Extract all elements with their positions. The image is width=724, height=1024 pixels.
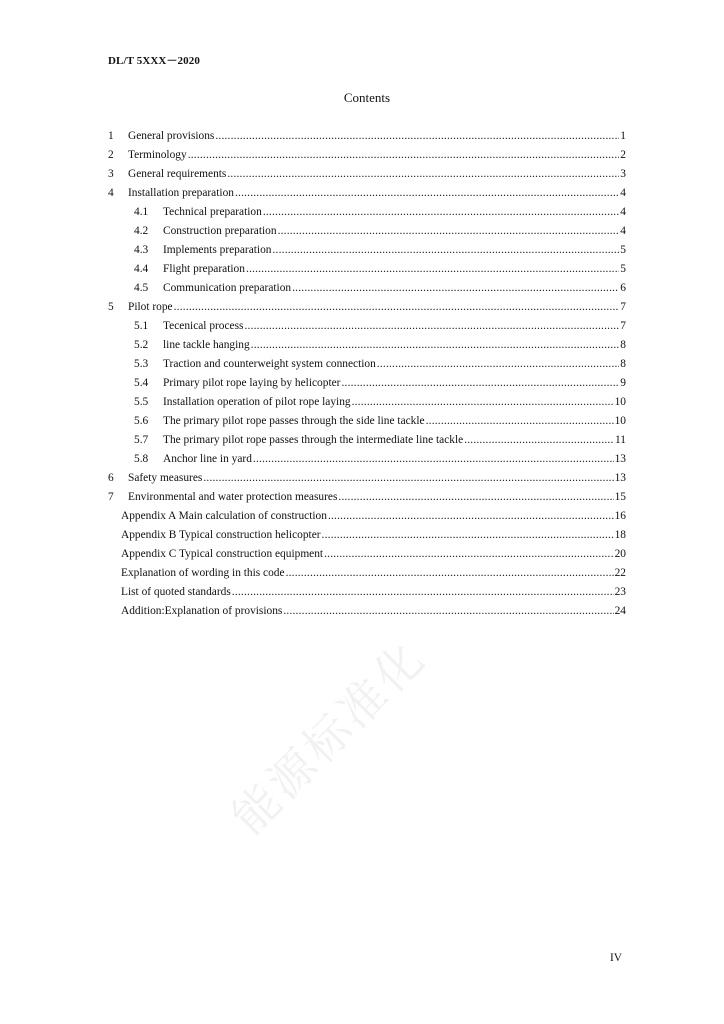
toc-entry-page: 4 (620, 206, 626, 218)
toc-entry-page: 11 (615, 434, 626, 446)
toc-entry-page: 3 (620, 168, 626, 180)
toc-entry-number: 5.6 (134, 415, 149, 427)
toc-dot-leader (426, 412, 614, 431)
toc-entry-title: line tackle hanging (163, 339, 250, 351)
toc-dot-leader (322, 526, 614, 545)
toc-entry-title: Flight preparation (163, 263, 245, 275)
toc-entry[interactable] (108, 222, 626, 241)
toc-entry-title: Implements preparation (163, 244, 272, 256)
toc-entry-page: 1 (620, 130, 626, 142)
toc-dot-leader (292, 279, 619, 298)
toc-entry-page: 8 (620, 358, 626, 370)
table-of-contents (108, 127, 626, 621)
document-code: DL/T 5XXX－2020 (108, 55, 200, 67)
toc-entry-page: 16 (614, 510, 626, 522)
toc-entry[interactable] (108, 241, 626, 260)
toc-entry-page: 13 (614, 453, 626, 465)
toc-entry-page: 6 (620, 282, 626, 294)
toc-dot-leader (278, 222, 620, 241)
toc-entry-title: The primary pilot rope passes through the side line tackle (163, 415, 425, 427)
toc-entry-page: 4 (620, 225, 626, 237)
toc-entry-title: Environmental and water protection measures (128, 491, 338, 503)
toc-entry-number: 1 (108, 130, 114, 142)
toc-entry[interactable] (108, 203, 626, 222)
toc-entry-title: Appendix A Main calculation of construction (121, 510, 327, 522)
toc-entry[interactable] (108, 602, 626, 621)
toc-entry-number: 5.7 (134, 434, 149, 446)
toc-entry-page: 18 (614, 529, 626, 541)
toc-entry[interactable] (108, 450, 626, 469)
toc-entry-title: Installation preparation (128, 187, 234, 199)
watermark: 能源标准化 (221, 629, 437, 845)
toc-entry-page: 9 (620, 377, 626, 389)
toc-entry[interactable] (108, 260, 626, 279)
toc-entry-page: 13 (614, 472, 626, 484)
toc-entry-title: Anchor line in yard (163, 453, 252, 465)
toc-entry-number: 5.2 (134, 339, 149, 351)
toc-entry-number: 3 (108, 168, 114, 180)
toc-dot-leader (227, 165, 619, 184)
toc-dot-leader (251, 336, 620, 355)
toc-entry-title: Tecenical process (163, 320, 244, 332)
toc-entry-title: Addition:Explanation of provisions (121, 605, 283, 617)
toc-entry-number: 6 (108, 472, 114, 484)
toc-dot-leader (174, 298, 620, 317)
toc-entry-page: 5 (620, 263, 626, 275)
toc-entry-title: Appendix C Typical construction equipment (121, 548, 324, 560)
toc-entry-number: 4.4 (134, 263, 149, 275)
toc-entry-number: 4.5 (134, 282, 149, 294)
toc-entry[interactable] (108, 431, 626, 450)
toc-entry-number: 4.2 (134, 225, 149, 237)
toc-entry[interactable] (108, 184, 626, 203)
toc-entry[interactable] (108, 127, 626, 146)
page-number: IV (610, 952, 623, 964)
toc-entry[interactable] (108, 507, 626, 526)
toc-entry[interactable] (108, 374, 626, 393)
toc-entry-page: 24 (614, 605, 626, 617)
toc-entry-title: Traction and counterweight system connection (163, 358, 376, 370)
toc-dot-leader (283, 602, 613, 621)
toc-entry-title: Terminology (128, 149, 187, 161)
toc-dot-leader (338, 488, 613, 507)
toc-entry-title: Installation operation of pilot rope laying (163, 396, 351, 408)
toc-entry-number: 5.4 (134, 377, 149, 389)
toc-entry-page: 4 (620, 187, 626, 199)
toc-dot-leader (215, 127, 619, 146)
toc-entry-number: 5.5 (134, 396, 149, 408)
toc-entry[interactable] (108, 488, 626, 507)
toc-entry[interactable] (108, 412, 626, 431)
toc-entry-page: 15 (614, 491, 626, 503)
toc-dot-leader (286, 564, 614, 583)
toc-dot-leader (273, 241, 620, 260)
toc-dot-leader (377, 355, 620, 374)
toc-entry[interactable] (108, 583, 626, 602)
toc-dot-leader (244, 317, 619, 336)
toc-entry[interactable] (108, 469, 626, 488)
toc-dot-leader (232, 583, 614, 602)
toc-entry-title: Technical preparation (163, 206, 262, 218)
toc-entry-page: 10 (614, 415, 626, 427)
toc-dot-leader (328, 507, 614, 526)
toc-entry-title: Pilot rope (128, 301, 173, 313)
toc-entry-number: 4.1 (134, 206, 149, 218)
toc-entry-number: 5.1 (134, 320, 149, 332)
toc-dot-leader (352, 393, 614, 412)
toc-entry-page: 22 (614, 567, 626, 579)
toc-entry-page: 2 (620, 149, 626, 161)
toc-entry[interactable] (108, 279, 626, 298)
toc-entry[interactable] (108, 165, 626, 184)
toc-entry[interactable] (108, 317, 626, 336)
toc-entry[interactable] (108, 146, 626, 165)
toc-entry-number: 5.3 (134, 358, 149, 370)
toc-entry-page: 7 (620, 320, 626, 332)
toc-entry[interactable] (108, 336, 626, 355)
toc-entry[interactable] (108, 355, 626, 374)
toc-entry-number: 4.3 (134, 244, 149, 256)
toc-entry[interactable] (108, 526, 626, 545)
toc-entry-page: 7 (620, 301, 626, 313)
toc-entry[interactable] (108, 564, 626, 583)
toc-entry-title: General requirements (128, 168, 227, 180)
toc-entry-page: 20 (614, 548, 626, 560)
toc-entry-title: Appendix B Typical construction helicopter (121, 529, 321, 541)
toc-entry-title: Primary pilot rope laying by helicopter (163, 377, 341, 389)
toc-dot-leader (188, 146, 620, 165)
toc-entry-page: 5 (620, 244, 626, 256)
toc-entry-number: 2 (108, 149, 114, 161)
toc-entry-number: 7 (108, 491, 114, 503)
toc-entry-page: 10 (614, 396, 626, 408)
toc-dot-leader (203, 469, 613, 488)
toc-entry-number: 5 (108, 301, 114, 313)
toc-entry-title: Explanation of wording in this code (121, 567, 285, 579)
toc-dot-leader (464, 431, 614, 450)
toc-dot-leader (324, 545, 614, 564)
toc-dot-leader (246, 260, 619, 279)
toc-dot-leader (263, 203, 619, 222)
toc-entry-title: The primary pilot rope passes through the intermediate line tackle (163, 434, 464, 446)
toc-title: Contents (343, 90, 391, 105)
toc-entry-page: 23 (614, 586, 626, 598)
toc-entry[interactable] (108, 545, 626, 564)
toc-entry[interactable] (108, 393, 626, 412)
toc-entry-number: 4 (108, 187, 114, 199)
toc-entry-title: Safety measures (128, 472, 203, 484)
toc-dot-leader (253, 450, 614, 469)
toc-entry-title: List of quoted standards (121, 586, 231, 598)
toc-entry[interactable] (108, 298, 626, 317)
toc-entry-number: 5.8 (134, 453, 149, 465)
toc-entry-title: General provisions (128, 130, 215, 142)
toc-entry-title: Communication preparation (163, 282, 292, 294)
toc-dot-leader (341, 374, 619, 393)
toc-entry-page: 8 (620, 339, 626, 351)
toc-dot-leader (235, 184, 619, 203)
toc-entry-title: Construction preparation (163, 225, 277, 237)
